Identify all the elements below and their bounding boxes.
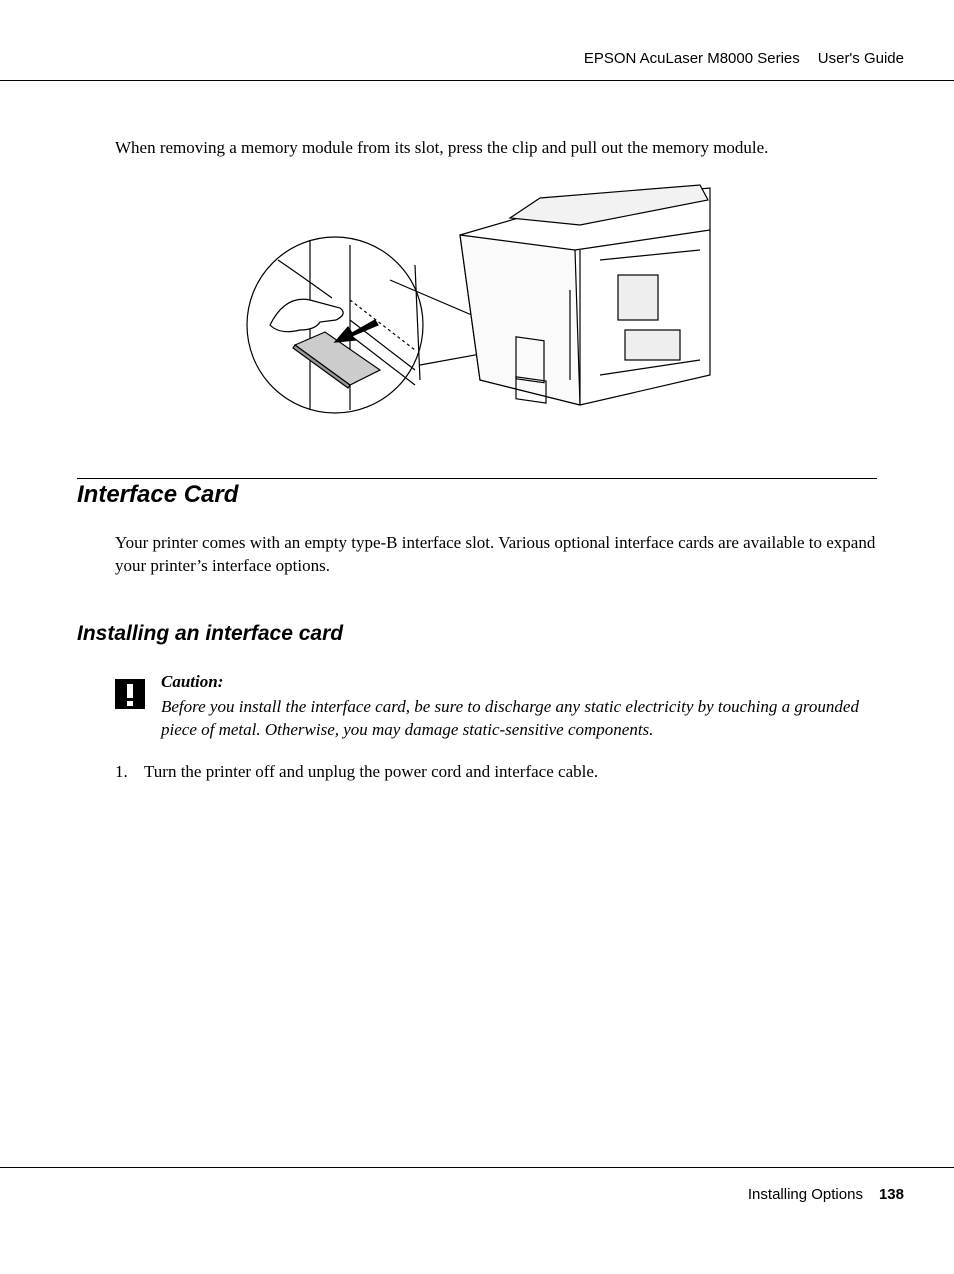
intro-paragraph: When removing a memory module from its slot, press the clip and pull out the memory module. — [115, 138, 769, 157]
caution-icon — [115, 679, 145, 709]
page-footer — [748, 1186, 904, 1203]
section-title: Interface Card — [77, 481, 239, 508]
caution-title: Caution: — [161, 672, 224, 691]
step-number: 1. — [115, 762, 128, 781]
page-header — [584, 50, 904, 67]
footer-section: Installing Options — [747, 1186, 863, 1203]
step-text: Turn the printer off and unplug the power cord and interface cable. — [144, 762, 599, 781]
section-paragraph: Your printer comes with an empty type-B interface slot. Various optional interface cards are available to expand your printer’s interface options. — [115, 533, 876, 575]
footer-rule — [0, 1167, 954, 1168]
section-rule — [77, 478, 877, 479]
header-product: EPSON AcuLaser M8000 Series — [583, 50, 800, 67]
subsection-title: Installing an interface card — [77, 622, 344, 645]
caution-text: Before you install the interface card, be sure to discharge any static electricity by touching a grounded piece of metal. Otherwise, you may damage static-sensitive components. — [161, 697, 859, 739]
memory-module-removal-illustration — [240, 180, 720, 430]
header-guide: User's Guide — [817, 50, 904, 67]
header-rule — [0, 80, 954, 81]
step-item — [115, 762, 598, 782]
page-number: 138 — [878, 1186, 904, 1203]
